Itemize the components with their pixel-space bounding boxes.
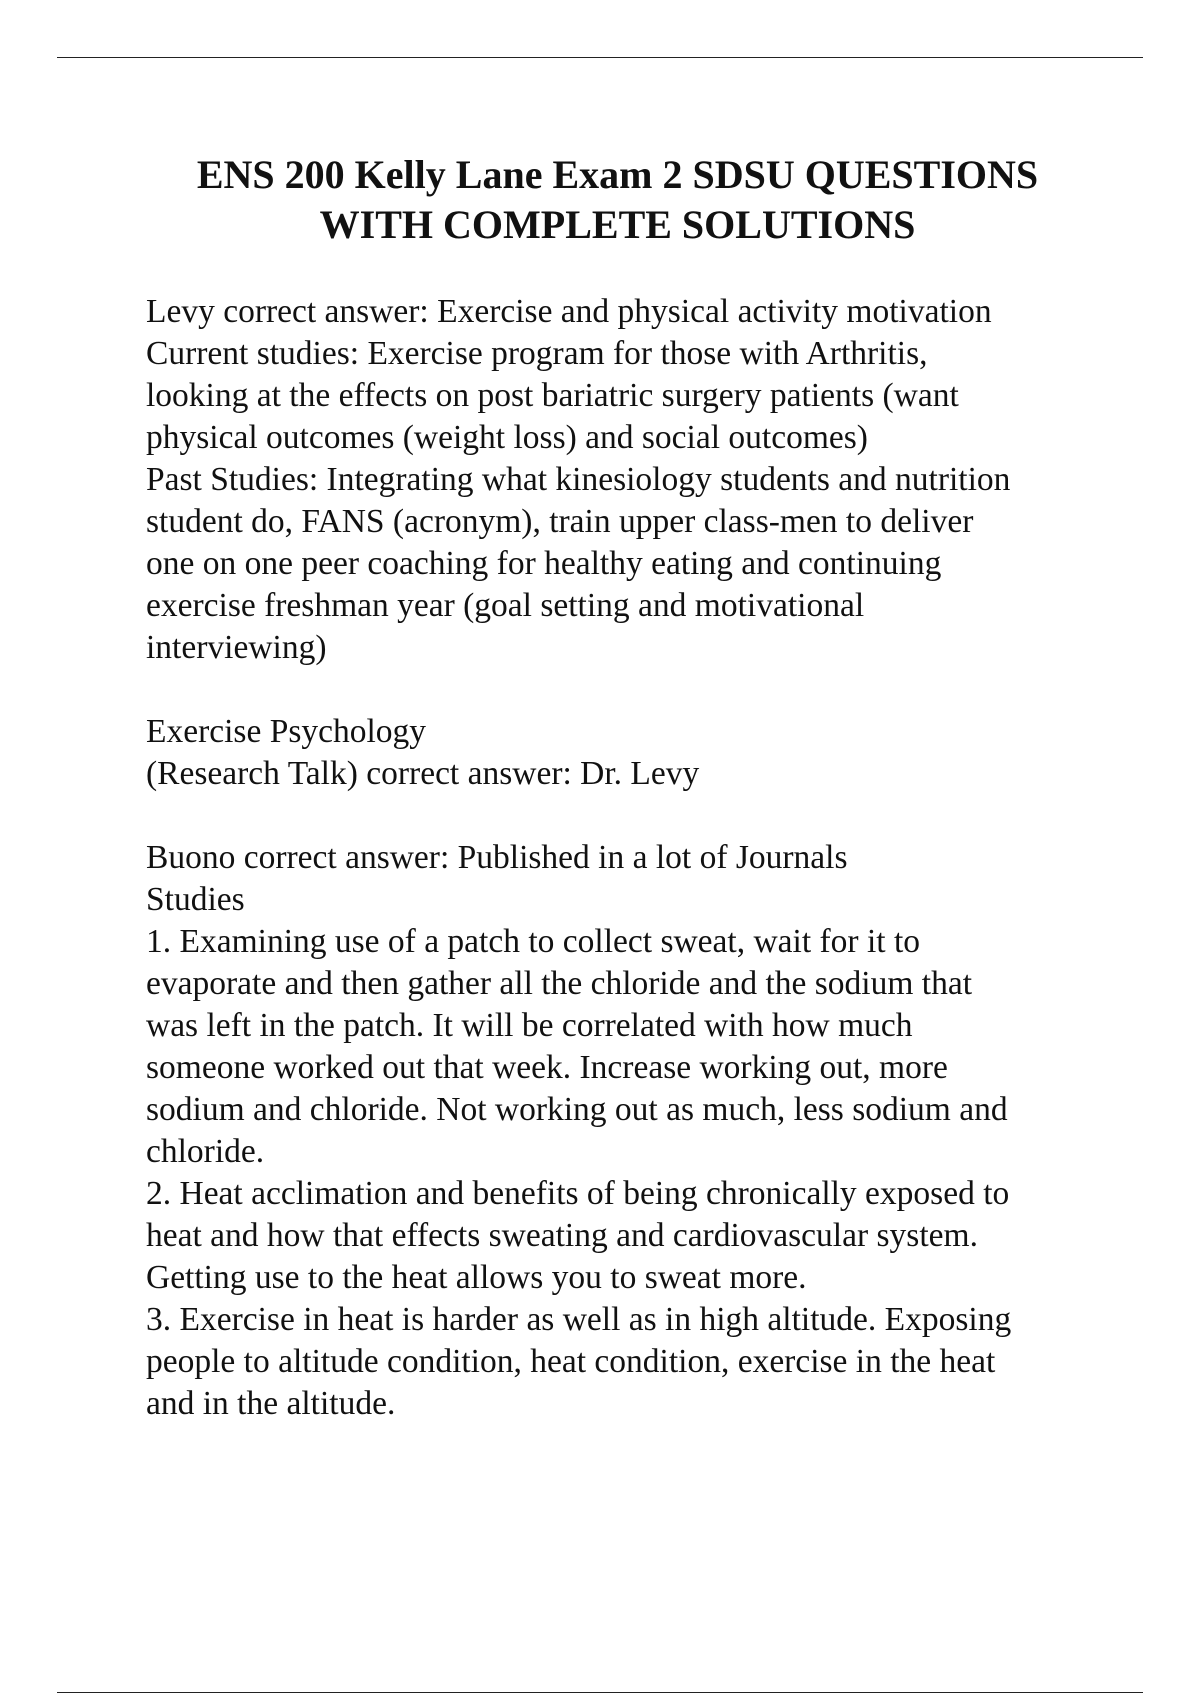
text-line: sodium and chloride. Not working out as much, less sodium and	[146, 1091, 1008, 1128]
text-line: Getting use to the heat allows you to sweat more.	[146, 1259, 807, 1296]
text-line: (Research Talk) correct answer: Dr. Levy	[146, 755, 700, 792]
title-line-1: ENS 200 Kelly Lane Exam 2 SDSU QUESTIONS	[196, 152, 1039, 197]
text-line: someone worked out that week. Increase working out, more	[146, 1049, 948, 1086]
text-line: interviewing)	[146, 629, 327, 666]
text-line: looking at the effects on post bariatric surgery patients (want	[146, 377, 959, 414]
text-line: Exercise Psychology	[146, 713, 427, 750]
text-line: student do, FANS (acronym), train upper class-men to deliver	[146, 503, 974, 540]
text-line: exercise freshman year (goal setting and motivational	[146, 587, 865, 624]
text-line: Current studies: Exercise program for those with Arthritis,	[146, 335, 928, 372]
text-line: evaporate and then gather all the chloride and the sodium that	[146, 965, 973, 1002]
qa-buono	[146, 837, 1146, 1425]
document-body	[146, 291, 1146, 1467]
document-title	[120, 150, 1115, 250]
text-line: Levy correct answer: Exercise and physical activity motivation	[146, 293, 992, 330]
qa-exercise-psychology	[146, 711, 1146, 795]
title-line-2: WITH COMPLETE SOLUTIONS	[319, 202, 916, 247]
text-line: heat and how that effects sweating and cardiovascular system.	[146, 1217, 978, 1254]
text-line: chloride.	[146, 1133, 265, 1170]
text-line: Buono correct answer: Published in a lot of Journals	[146, 839, 848, 876]
text-line: one on one peer coaching for healthy eating and continuing	[146, 545, 942, 582]
qa-levy	[146, 291, 1146, 669]
text-line: and in the altitude.	[146, 1385, 396, 1422]
text-line: Past Studies: Integrating what kinesiology students and nutrition	[146, 461, 1011, 498]
text-line: 3. Exercise in heat is harder as well as in high altitude. Exposing	[146, 1301, 1012, 1338]
text-line: physical outcomes (weight loss) and social outcomes)	[146, 419, 868, 456]
top-divider	[57, 57, 1143, 58]
bottom-divider	[57, 1692, 1143, 1693]
text-line: people to altitude condition, heat condition, exercise in the heat	[146, 1343, 996, 1380]
text-line: Studies	[146, 881, 245, 918]
text-line: was left in the patch. It will be correlated with how much	[146, 1007, 913, 1044]
text-line: 1. Examining use of a patch to collect sweat, wait for it to	[146, 923, 921, 960]
text-line: 2. Heat acclimation and benefits of being chronically exposed to	[146, 1175, 1010, 1212]
